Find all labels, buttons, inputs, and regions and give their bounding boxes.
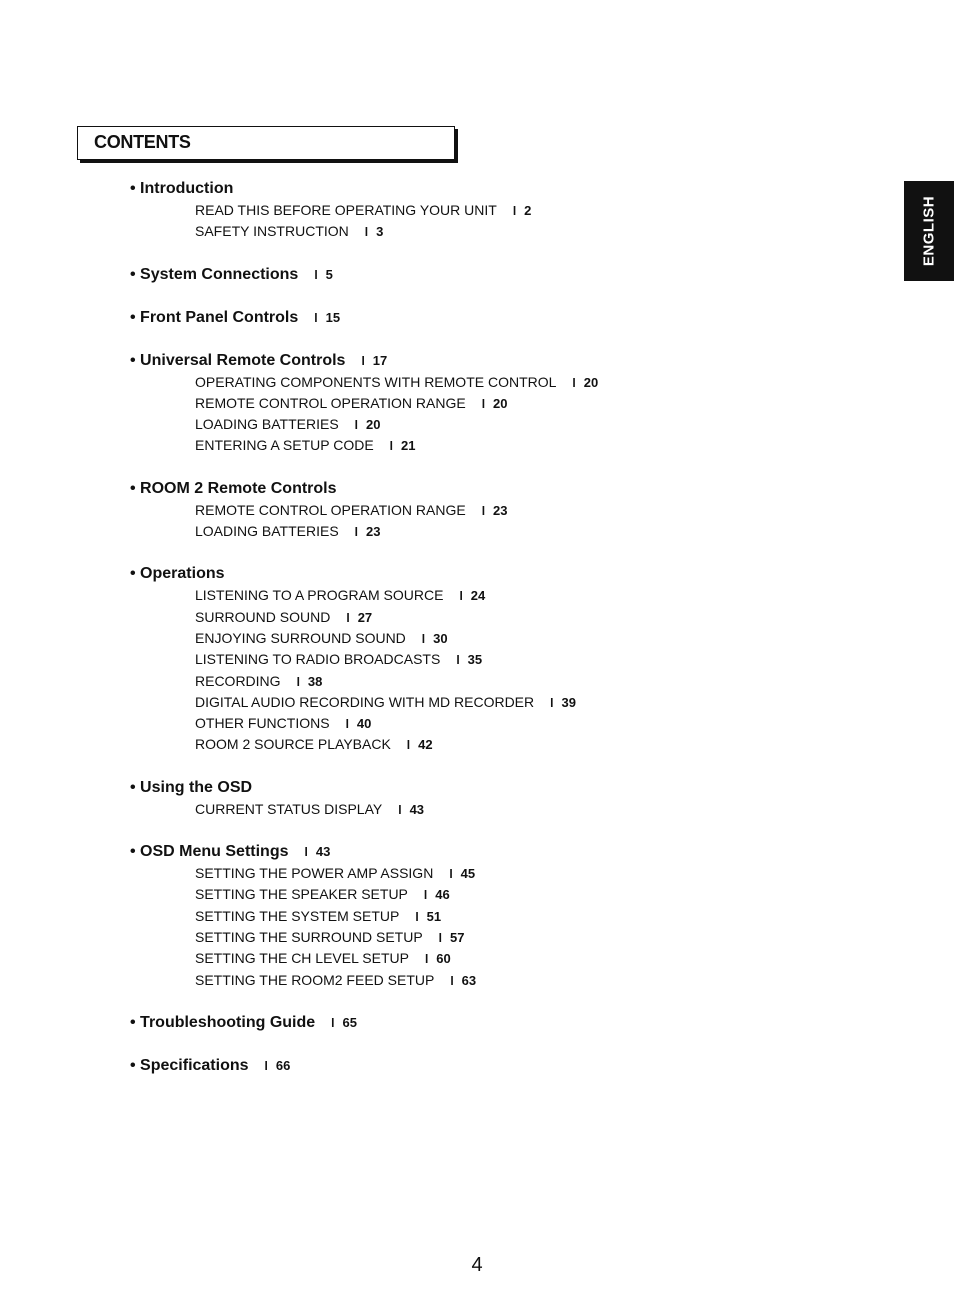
subitem-label: REMOTE CONTROL OPERATION RANGE	[195, 394, 466, 411]
page-separator: l	[398, 802, 402, 817]
subitem-label: DIGITAL AUDIO RECORDING WITH MD RECORDER	[195, 693, 535, 710]
toc-section	[130, 264, 830, 286]
toc-section-heading[interactable]	[130, 264, 830, 286]
toc-subitem[interactable]	[130, 884, 830, 905]
page-separator: l	[304, 845, 308, 860]
page-separator: l	[449, 867, 453, 882]
contents-title-box	[77, 126, 455, 160]
subitem-page-number: 35	[467, 652, 483, 668]
toc-subitem[interactable]	[130, 221, 830, 242]
toc-section-heading[interactable]	[130, 777, 830, 799]
page-separator: l	[296, 674, 300, 689]
section-page-number: 43	[315, 844, 331, 860]
toc-subitem[interactable]	[130, 585, 830, 606]
subitem-page-number: 51	[426, 908, 442, 924]
section-page-number: 66	[275, 1057, 291, 1073]
section-label: • ROOM 2 Remote Controls	[130, 479, 337, 497]
toc-section	[130, 841, 830, 991]
page-separator: l	[346, 610, 350, 625]
toc-section-heading[interactable]	[130, 478, 830, 500]
toc-subitem[interactable]	[130, 628, 830, 649]
subitem-label: OPERATING COMPONENTS WITH REMOTE CONTROL	[195, 373, 557, 390]
section-label: • Front Panel Controls	[130, 308, 299, 326]
toc-subitem[interactable]	[130, 970, 830, 991]
subitem-page-number: 39	[561, 694, 576, 710]
page-separator: l	[415, 909, 419, 924]
toc-section	[130, 563, 830, 755]
subitem-page-number: 21	[401, 438, 416, 454]
subitem-label: SETTING THE CH LEVEL SETUP	[195, 950, 409, 967]
toc-subitem[interactable]	[130, 671, 830, 692]
toc-section-heading[interactable]	[130, 178, 830, 200]
subitem-label: ENJOYING SURROUND SOUND	[195, 629, 406, 646]
toc-subitem[interactable]	[130, 435, 830, 456]
subitem-label: SAFETY INSTRUCTION	[195, 223, 349, 240]
toc-subitem[interactable]	[130, 521, 830, 542]
subitem-label: ENTERING A SETUP CODE	[195, 437, 374, 454]
toc-section-heading[interactable]	[130, 563, 830, 585]
toc-section	[130, 777, 830, 820]
subitem-page-number: 45	[460, 866, 476, 882]
subitem-label: RECORDING	[195, 672, 281, 689]
page-separator: l	[481, 396, 486, 411]
toc-section	[130, 1055, 830, 1077]
section-label: • Introduction	[130, 180, 234, 197]
toc-section-heading[interactable]	[130, 350, 830, 372]
subitem-page-number: 60	[436, 951, 451, 967]
subitem-label: ROOM 2 SOURCE PLAYBACK	[195, 736, 391, 753]
subitem-label: SETTING THE ROOM2 FEED SETUP	[195, 971, 435, 988]
subitem-page-number: 23	[493, 502, 508, 518]
subitem-page-number: 24	[470, 588, 486, 604]
section-label: • Specifications	[130, 1056, 249, 1074]
table-of-contents	[130, 178, 830, 1098]
subitem-page-number: 20	[583, 374, 599, 390]
page-separator: l	[438, 930, 442, 945]
toc-subitem[interactable]	[130, 692, 830, 713]
toc-section	[130, 178, 830, 243]
subitem-page-number: 46	[435, 887, 450, 903]
subitem-page-number: 3	[376, 224, 384, 240]
page-separator: l	[550, 695, 554, 710]
subitem-page-number: 27	[357, 609, 373, 625]
page-separator: l	[456, 653, 460, 668]
subitem-label: LOADING BATTERIES	[195, 416, 339, 433]
section-page-number: 17	[372, 352, 388, 368]
toc-section	[130, 307, 830, 329]
toc-subitem[interactable]	[130, 372, 830, 393]
toc-subitem[interactable]	[130, 414, 830, 435]
page-separator: l	[345, 717, 349, 732]
toc-subitem[interactable]	[130, 799, 830, 820]
toc-section-heading[interactable]	[130, 1055, 830, 1077]
subitem-label: REMOTE CONTROL OPERATION RANGE	[195, 501, 466, 518]
language-tab-label: ENGLISH	[920, 195, 938, 267]
subitem-page-number: 42	[418, 737, 433, 753]
page-separator: l	[423, 888, 428, 903]
toc-subitem[interactable]	[130, 200, 830, 221]
section-label: • Universal Remote Controls	[130, 351, 346, 369]
page-separator: l	[424, 952, 429, 967]
subitem-page-number: 20	[366, 417, 381, 433]
page-separator: l	[512, 204, 517, 218]
subitem-page-number: 30	[433, 630, 448, 646]
toc-subitem[interactable]	[130, 500, 830, 521]
language-tab	[904, 181, 954, 281]
section-label: • Using the OSD	[130, 778, 253, 796]
section-label: • System Connections	[130, 265, 299, 283]
page-separator: l	[572, 375, 576, 390]
section-label: • Operations	[130, 565, 225, 583]
subitem-label: READ THIS BEFORE OPERATING YOUR UNIT	[195, 202, 497, 218]
subitem-page-number: 2	[524, 203, 532, 218]
subitem-page-number: 63	[461, 972, 477, 988]
page-separator: l	[364, 225, 369, 240]
toc-subitem[interactable]	[130, 906, 830, 927]
page-separator: l	[450, 973, 454, 988]
subitem-label: LOADING BATTERIES	[195, 523, 339, 540]
toc-section	[130, 1012, 830, 1034]
section-label: • OSD Menu Settings	[130, 843, 289, 861]
subitem-label: OTHER FUNCTIONS	[195, 715, 330, 732]
toc-subitem[interactable]	[130, 393, 830, 414]
subitem-label: SETTING THE SURROUND SETUP	[195, 928, 423, 945]
toc-subitem[interactable]	[130, 863, 830, 884]
toc-subitem[interactable]	[130, 607, 830, 628]
page-number: 4	[471, 1254, 483, 1276]
subitem-page-number: 40	[356, 716, 372, 732]
page-separator: l	[459, 589, 463, 604]
page-separator: l	[389, 439, 394, 454]
toc-section-heading[interactable]	[130, 1012, 830, 1034]
subitem-page-number: 20	[493, 395, 508, 411]
page-separator: l	[354, 418, 359, 433]
toc-section	[130, 350, 830, 457]
toc-subitem[interactable]	[130, 927, 830, 948]
subitem-label: SETTING THE SYSTEM SETUP	[195, 907, 400, 924]
page-separator: l	[481, 503, 486, 518]
subitem-page-number: 23	[366, 524, 381, 540]
subitem-label: LISTENING TO RADIO BROADCASTS	[195, 651, 441, 668]
page-separator: l	[354, 525, 359, 540]
subitem-label: SETTING THE SPEAKER SETUP	[195, 886, 408, 903]
toc-subitem[interactable]	[130, 713, 830, 734]
section-label: • Troubleshooting Guide	[130, 1013, 316, 1031]
subitem-page-number: 38	[307, 673, 323, 689]
toc-subitem[interactable]	[130, 649, 830, 670]
subitem-page-number: 43	[409, 801, 425, 817]
toc-subitem[interactable]	[130, 948, 830, 969]
toc-section	[130, 478, 830, 543]
subitem-label: LISTENING TO A PROGRAM SOURCE	[195, 587, 444, 604]
subitem-label: CURRENT STATUS DISPLAY	[195, 800, 383, 817]
subitem-label: SETTING THE POWER AMP ASSIGN	[195, 865, 434, 882]
toc-subitem[interactable]	[130, 734, 830, 755]
section-page-number: 65	[342, 1014, 357, 1030]
page-separator: l	[331, 1015, 335, 1030]
page-title: CONTENTS	[94, 132, 191, 152]
toc-section-heading[interactable]	[130, 307, 830, 329]
page-separator: l	[314, 267, 318, 282]
section-page-number: 15	[325, 309, 341, 325]
toc-section-heading[interactable]	[130, 841, 830, 863]
page-separator: l	[406, 738, 411, 753]
page-separator: l	[421, 631, 426, 646]
section-page-number: 5	[325, 266, 333, 282]
page-separator: l	[314, 310, 318, 325]
page-separator: l	[361, 353, 365, 368]
page-separator: l	[264, 1058, 268, 1073]
subitem-page-number: 57	[450, 929, 465, 945]
subitem-label: SURROUND SOUND	[195, 608, 331, 625]
